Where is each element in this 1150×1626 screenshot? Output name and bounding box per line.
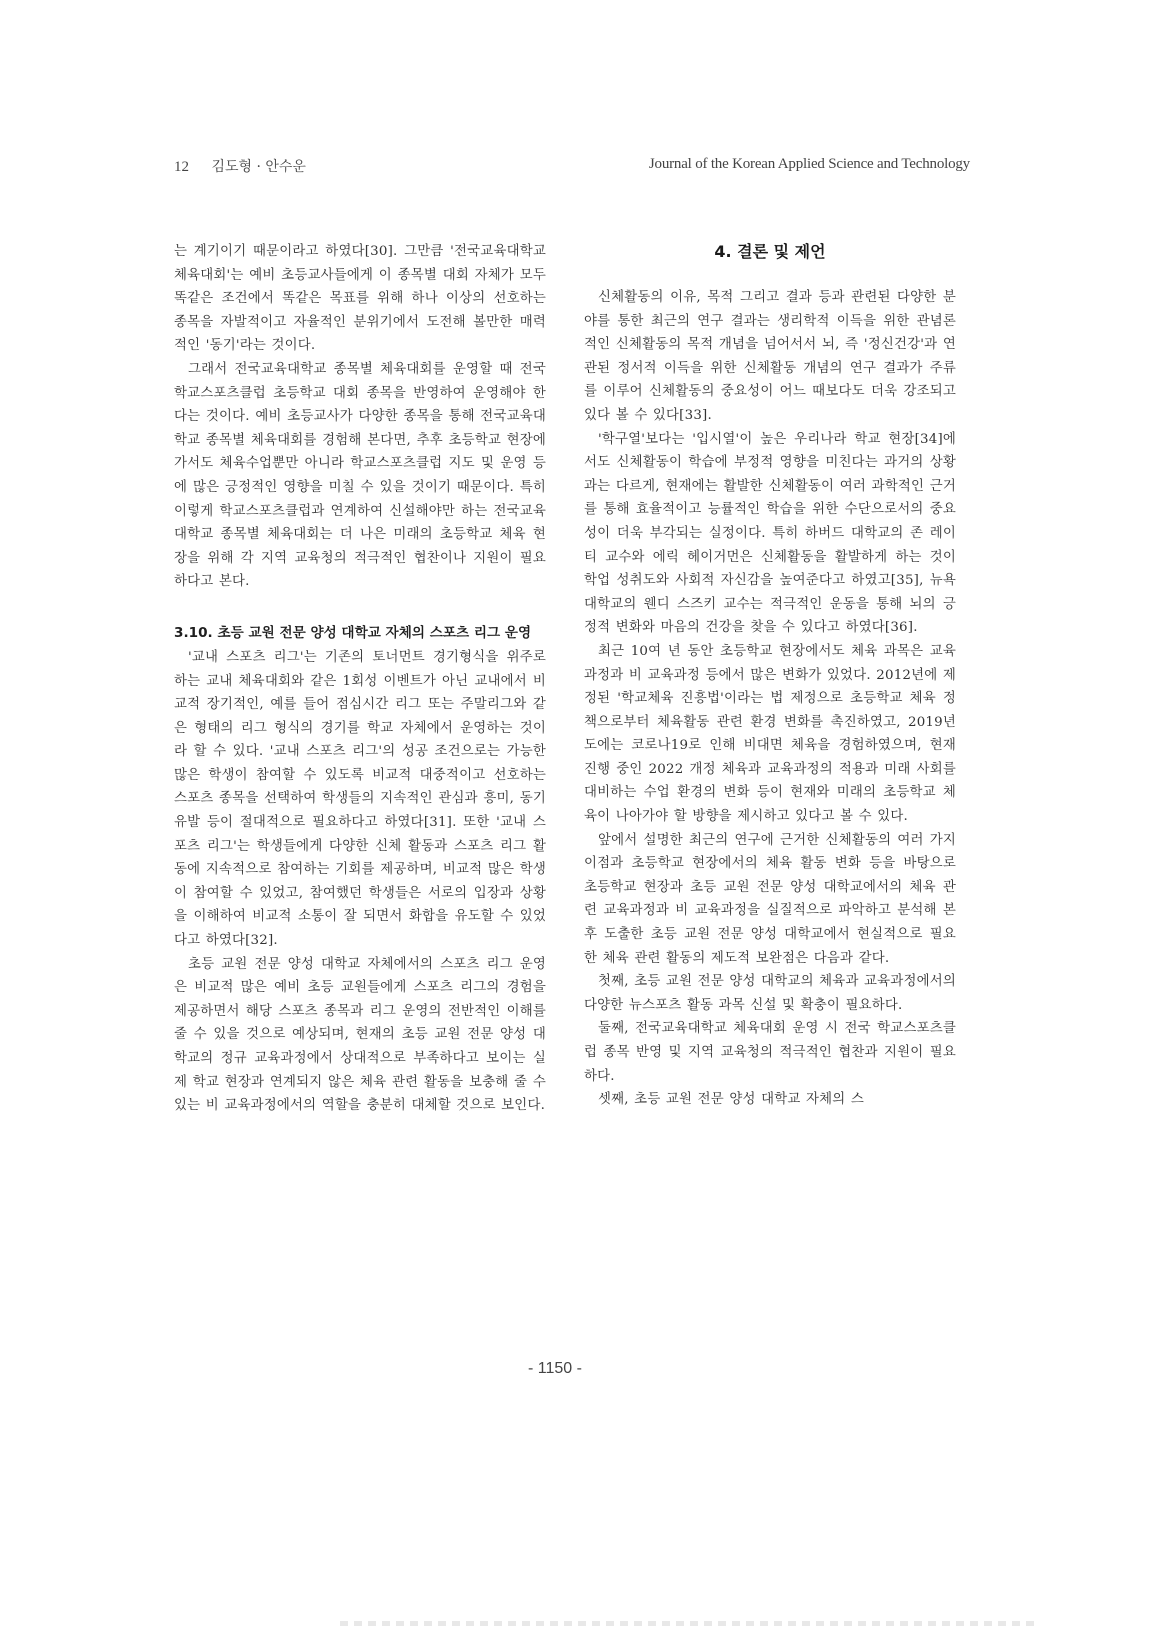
- paragraph: 첫째, 초등 교원 전문 양성 대학교의 체육과 교육과정에서의 다양한 뉴스포츠 활동 과목 신설 및 확충이 필요하다.: [584, 974, 956, 1013]
- paragraph: '학구열'보다는 '입시열'이 높은 우리나라 학교 현장[34]에서도 신체활동이 학습에 부정적 영향을 미친다는 과거의 상황과는 다르게, 현재에는 활발한 신체활동이 여러 과학적인 근거를 통해 효율적이고 능률적인 학습을 위한 수단으로서의 중요성이 더욱 부각되는 실정이다. 특히 하버드 대학교의 존 레이티 교수와 에릭 헤이거먼은 신체활동을 활발하게 하는 것이 학업 성취도와 사회적 자신감을 높여준다고 하였고[35], 뉴욕대학교의 웬디 스즈키 교수는 적극적인 운동을 통해 뇌의 긍정적 변화와 마음의 건강을 찾을 수 있다고 하였다[36].: [584, 431, 956, 636]
- footer-page-number: - 1150 -: [528, 1360, 582, 1377]
- paragraph: 는 계기이기 때문이라고 하였다[30]. 그만큼 '전국교육대학교 체육대회'는 예비 초등교사들에게 이 종목별 대회 자체가 모두 똑같은 조건에서 똑같은 목표를 위해 하나 이상의 선호하는 종목을 자발적이고 자율적인 분위기에서 도전해 볼만한 매력적인 '동기'라는 것이다.: [174, 244, 546, 354]
- paragraph: 그래서 전국교육대학교 종목별 체육대회를 운영할 때 전국학교스포츠클럽 초등학교 대회 종목을 반영하여 운영해야 한다는 것이다. 예비 초등교사가 다양한 종목을 통해 전국교육대학교 종목별 체육대회를 경험해 본다면, 추후 초등학교 현장에 가서도 체육수업뿐만 아니라 학교스포츠클럽 지도 및 운영 등에 많은 긍정적인 영향을 미칠 수 있을 것이기 때문이다. 특히 이렇게 학교스포츠클럽과 연계하여 신설해야만 하는 전국교육대학교 종목별 체육대회는 더 나은 미래의 초등학교 체육 현장을 위해 각 지역 교육청의 적극적인 협찬이나 지원이 필요하다고 본다.: [174, 361, 546, 590]
- paragraph: '교내 스포츠 리그'는 기존의 토너먼트 경기형식을 위주로 하는 교내 체육대회와 같은 1회성 이벤트가 아닌 교내에서 비교적 장기적인, 예를 들어 점심시간 리그 또는 주말리그와 같은 형태의 리그 형식의 경기를 학교 자체에서 운영하는 것이라 할 수 있다. '교내 스포츠 리그'의 성공 조건으로는 가능한 많은 학생이 참여할 수 있도록 비교적 대중적이고 선호하는 스포츠 종목을 선택하여 학생들의 지속적인 관심과 흥미, 동기 유발 등이 절대적으로 필요하다고 하였다[31]. 또한 '교내 스포츠 리그'는 학생들에게 다양한 신체 활동과 스포츠 리그 활동에 지속적으로 참여하는 기회를 제공하며, 비교적 많은 학생이 참여할 수 있었고, 참여했던 학생들은 서로의 입장과 상황을 이해하여 비교적 소통이 잘 되면서 화합을 유도할 수 있었다고 하였다[32].: [174, 649, 546, 949]
- header-page-number: 12: [174, 159, 189, 175]
- left-column: [174, 240, 546, 1118]
- paragraph: 최근 10여 년 동안 초등학교 현장에서도 체육 과목은 교육과정과 비 교육과정 등에서 많은 변화가 있었다. 2012년에 제정된 '학교체육 진흥법'이라는 법 제정으로 초등학교 체육 정책으로부터 체육활동 관련 환경 변화를 촉진하였고, 2019년도에는 코로나19로 인해 비대면 체육을 경험하였으며, 현재 진행 중인 2022 개정 체육과 교육과정의 적용과 미래 사회를 대비하는 수업 환경의 변화 등이 현재와 미래의 초등학교 체육이 나아가야 할 방향을 제시하고 있다고 볼 수 있다.: [584, 643, 956, 825]
- right-column: [584, 240, 956, 1112]
- paragraph: 초등 교원 전문 양성 대학교 자체에서의 스포츠 리그 운영은 비교적 많은 예비 초등 교원들에게 스포츠 리그의 경험을 제공하면서 해당 스포츠 종목과 리그 운영의 전반적인 이해를 줄 수 있을 것으로 예상되며, 현재의 초등 교원 전문 양성 대학교의 정규 교육과정에서 상대적으로 부족하다고 보이는 실제 학교 현장과 연계되지 않은 체육 관련 활동을 보충해 줄 수 있는 비 교육과정에서의 역할을 충분히 대체할 것으로 보인다.: [174, 956, 546, 1114]
- section-heading: 4. 결론 및 제언: [714, 242, 826, 261]
- paragraph: 셋째, 초등 교원 전문 양성 대학교 자체의 스: [598, 1092, 864, 1108]
- header-left: [174, 156, 306, 176]
- paragraph: 둘째, 전국교육대학교 체육대회 운영 시 전국 학교스포츠클럽 종목 반영 및 지역 교육청의 적극적인 협찬과 지원이 필요하다.: [584, 1021, 956, 1084]
- header-authors: 김도형 · 안수운: [211, 159, 306, 175]
- subsection-title: 초등 교원 전문 양성 대학교 자체의 스포츠 리그 운영: [217, 624, 532, 641]
- running-header: [174, 156, 970, 178]
- paragraph: 앞에서 설명한 최근의 연구에 근거한 신체활동의 여러 가지 이점과 초등학교 현장에서의 체육 활동 변화 등을 바탕으로 초등학교 현장과 초등 교원 전문 양성 대학교에서의 체육 관련 교육과정과 비 교육과정을 실질적으로 파악하고 분석해 본 후 도출한 초등 교원 전문 양성 대학교에서 현실적으로 필요한 체육 관련 활동의 제도적 보완점은 다음과 같다.: [584, 832, 956, 966]
- header-journal-title: Journal of the Korean Applied Science and Technology: [648, 156, 970, 172]
- subsection-heading: [174, 622, 546, 644]
- cut-off-text-line: [340, 1621, 1040, 1626]
- paragraph: 신체활동의 이유, 목적 그리고 결과 등과 관련된 다양한 분야를 통한 최근의 연구 결과는 생리학적 이득을 위한 관념론적인 신체활동의 목적 개념을 넘어서서 뇌, 즉 '정신건강'과 연관된 정서적 이득을 위한 신체활동 개념의 연구 결과가 주류를 이루어 신체활동의 중요성이 어느 때보다도 더욱 강조되고 있다 볼 수 있다[33].: [584, 290, 956, 423]
- subsection-number: 3.10.: [174, 624, 213, 641]
